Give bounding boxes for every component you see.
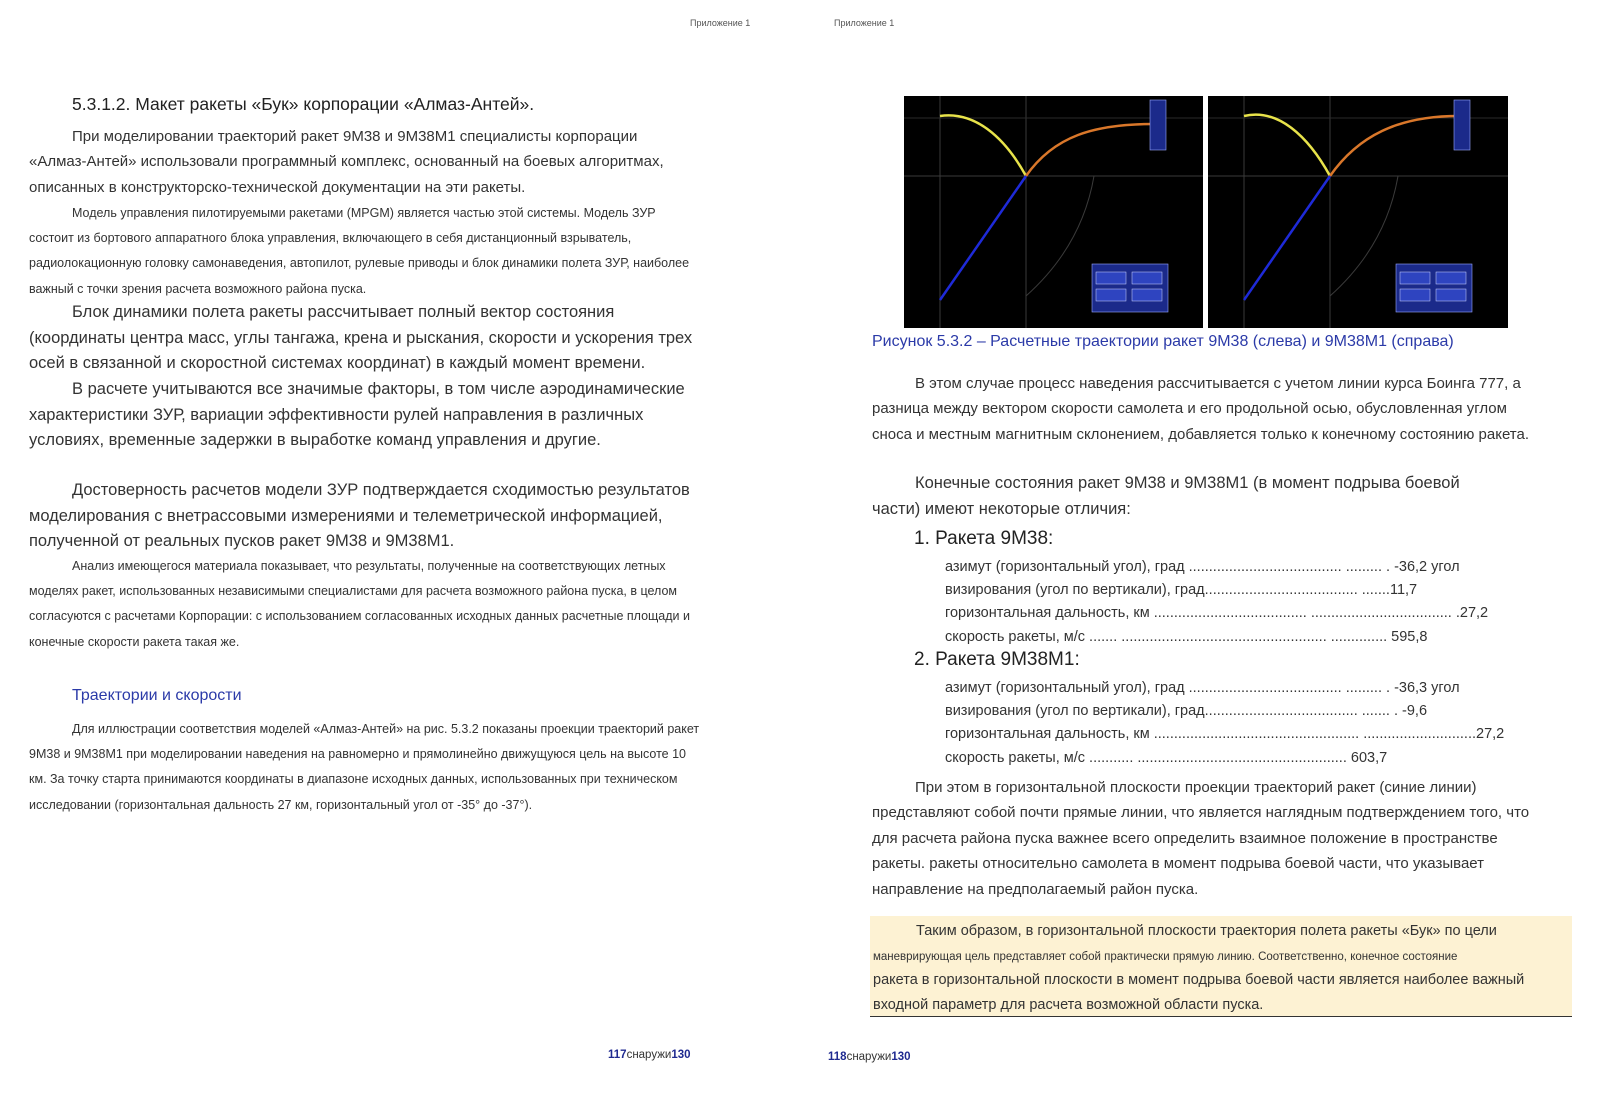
page-header-label: Приложение 1 xyxy=(690,18,751,28)
paragraph-2: Модель управления пилотируемыми ракетами (MPGM) является частью этой системы. Модель ЗУР состоит из бортового аппаратного блока управления, включающего в себя дистанционный взрыватель, радиолокационную головку самонаведения, автопилот, рулевые приводы и блок динамики полета ЗУР, наиболее важный с точки зрения расчета возможного района пуска. xyxy=(29,206,690,296)
list-line: визирования (угол по вертикали), град...................................... ....... . -9,6 xyxy=(945,703,1428,720)
left-page xyxy=(0,0,760,1100)
highlight-line-2: маневрирующая цель представляет собой практически прямую линию. Соответственно, конечное состояние xyxy=(873,951,1458,963)
footer-total-pages: 130 xyxy=(891,1051,911,1063)
footer-total-pages: 130 xyxy=(671,1049,691,1061)
trajectory-figure xyxy=(904,96,1508,328)
section-heading: 5.3.1.2. Макет ракеты «Бук» корпорации «Алмаз-Антей». xyxy=(72,94,535,114)
paragraph-5: Достоверность расчетов модели ЗУР подтверждается сходимостью результатов моделирования с внетрассовыми измерениями и телеметрической информацией, полученной от реальных пусков ракет 9М38 и 9М38М1. xyxy=(29,481,690,550)
paragraph-7: Для иллюстрации соответствия моделей «Алмаз-Антей» на рис. 5.3.2 показаны проекции траекторий ракет 9М38 и 9М38М1 при моделировании наведения на равномерно и прямолинейно движущуюся цель на высоте 10 км. За точку старта принимаются координаты в диапазоне исходных данных, использованных при техническом исследовании (горизонтальная дальность 27 км, горизонтальный угол от -35° до -37°). xyxy=(29,722,700,812)
figure-caption: Рисунок 5.3.2 – Расчетные траектории ракет 9М38 (слева) и 9М38М1 (справа) xyxy=(872,333,1454,350)
list-9m38m1 xyxy=(945,677,1504,770)
list-line: скорость ракеты, м/с ........... .................................................... 603,7 xyxy=(945,749,1388,766)
footer-word: снаружи xyxy=(846,1051,892,1063)
list-9m38 xyxy=(945,556,1488,649)
panel-9m38 xyxy=(904,96,1203,328)
list-line: азимут (горизонтальный угол), град ...................................... ......... . -36,3 угол xyxy=(945,680,1460,696)
section-title-link[interactable]: Траектории и скорости xyxy=(72,687,242,704)
list-title-9m38: 1. Ракета 9М38: xyxy=(914,528,1054,549)
right-page xyxy=(828,0,1597,1100)
paragraph-8: В этом случае процесс наведения рассчитывается с учетом линии курса Боинга 777, а разница между вектором скорости самолета и его продольной осью, обусловленная углом сноса и местным магнитным склонением, добавляется только к конечному состоянию ракета. xyxy=(872,375,1530,443)
highlight-line-1: Таким образом, в горизонтальной плоскости траектория полета ракеты «Бук» по цели xyxy=(916,923,1497,939)
paragraph-4: В расчете учитываются все значимые факторы, в том числе аэродинамические характеристики ЗУР, вариации эффективности рулей направления в различных условиях, временные задержки в выработке команд управления и другие. xyxy=(29,380,685,449)
highlight-line-3: ракета в горизонтальной плоскости в момент подрыва боевой части является наиболее важный входной параметр для расчета возможной области пуска. xyxy=(873,972,1525,1013)
paragraph-1: При моделировании траекторий ракет 9М38 и 9М38М1 специалисты корпорации «Алмаз-Антей» использовали программный комплекс, основанный на боевых алгоритмах, описанных в конструкторско-технической документации на эти ракеты. xyxy=(29,128,664,196)
panel-9m38m1 xyxy=(1208,96,1508,328)
list-line: визирования (угол по вертикали), град...................................... .......11,7 xyxy=(945,582,1418,599)
list-title-9m38m1: 2. Ракета 9М38М1: xyxy=(914,649,1080,670)
footer-page-number: 118 xyxy=(828,1051,847,1063)
list-line: горизонтальная дальность, км ................................................... ............................27,2 xyxy=(945,726,1505,743)
paragraph-3: Блок динамики полета ракеты рассчитывает полный вектор состояния (координаты центра масс, углы тангажа, крена и рыскания, скорости и ускорения трех осей в связанной и скоростной системах координат) в каждый момент времени. xyxy=(29,303,693,372)
footer-word: снаружи xyxy=(626,1049,672,1061)
list-line: скорость ракеты, м/с ....... ................................................... .............. 595,8 xyxy=(945,628,1428,645)
paragraph-10: При этом в горизонтальной плоскости проекции траекторий ракет (синие линии) представляют собой почти прямые линии, что является наглядным подтверждением того, что для расчета района пуска важнее всего определить взаимное положение в пространстве ракеты. ракеты относительно самолета в момент подрыва боевой части, что указывает направление на предполагаемый район пуска. xyxy=(872,779,1530,898)
page-header-label: Приложение 1 xyxy=(834,18,895,28)
highlighted-conclusion xyxy=(870,916,1572,1017)
list-line: горизонтальная дальность, км ...................................... ................................... .27,2 xyxy=(945,605,1489,622)
footer-page-number: 117 xyxy=(608,1049,627,1061)
list-line: азимут (горизонтальный угол), град ...................................... ......... . -36,2 угол xyxy=(945,559,1460,575)
page-footer xyxy=(608,1049,691,1061)
paragraph-6: Анализ имеющегося материала показывает, что результаты, полученные на соответствующих летных моделях ракет, использованных независимыми специалистами для расчета возможного района пуска, в целом согласуются с расчетами Корпорации: с использованием согласованных исходных данных расчетные площади и конечные скорости ракета такая же. xyxy=(29,559,690,649)
page-footer xyxy=(828,1051,911,1063)
trajectory-figure-svg xyxy=(904,96,1508,328)
paragraph-9: Конечные состояния ракет 9М38 и 9М38М1 (в момент подрыва боевой части) имеют некоторые отличия: xyxy=(872,474,1460,518)
